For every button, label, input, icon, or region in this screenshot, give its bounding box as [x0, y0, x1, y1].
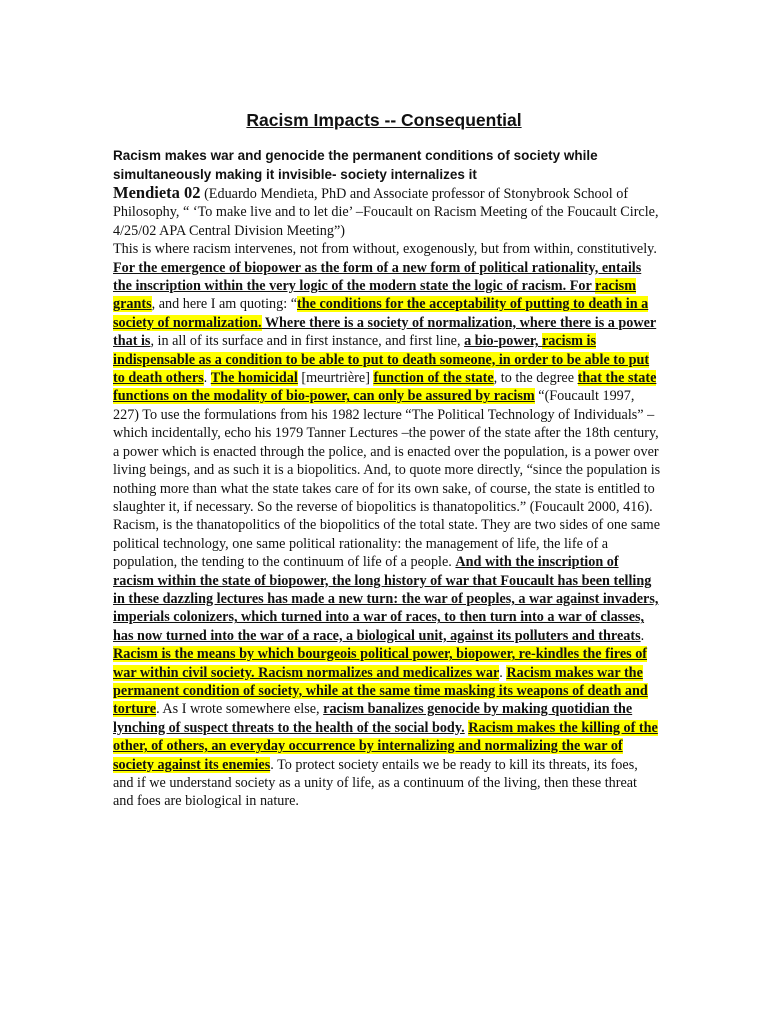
page-title: Racism Impacts -- Consequential: [246, 110, 522, 130]
text-segment: , in all of its surface and in first instance, and first line,: [150, 333, 465, 350]
underlined-text-segment: a bio-power,: [464, 333, 542, 350]
highlighted-text-segment: racism is indispensable as a condition to be able to put to death someone, in order to be able to put to death others: [113, 333, 650, 387]
highlighted-text-segment: Racism makes war the permanent condition of society, while at the same time masking its weapons of death and torture: [113, 664, 648, 718]
highlighted-text-segment: that the state functions on the modality of bio-power, can only be assured by racism: [113, 370, 657, 405]
highlighted-text-segment: Racism makes the killing of the other, of others, an everyday occurrence by internalizing and normalizing the war of society against its enemies: [113, 719, 658, 773]
text-segment: . To protect society entails we be ready to kill its threats, its foes, and if we understand society as a unity of life, as a continuum of the living, then these threat and foes are biological in nature.: [113, 756, 638, 810]
highlighted-text-segment: Racism is the means by which bourgeois political power, biopower, re-kindles the fires of war within civil society. Racism normalizes and medicalizes war: [113, 646, 648, 681]
citation: [113, 184, 661, 240]
text-segment: , and here I am quoting: “: [151, 296, 297, 313]
highlighted-text-segment: the conditions for the acceptability of putting to death in a society of normalization.: [113, 296, 649, 331]
text-segment: .: [640, 627, 645, 644]
underlined-text-segment: For the emergence of biopower as the form of a new form of political rationality, entails the inscription within the very logic of the modern state the logic of racism. For: [113, 259, 642, 295]
text-segment: , to the degree: [493, 370, 578, 387]
evidence-card: [113, 184, 661, 811]
citation-author: Mendieta 02: [113, 183, 201, 202]
card-body: [113, 240, 661, 811]
highlighted-text-segment: racism grants: [113, 278, 637, 313]
text-segment: . As I wrote somewhere else,: [156, 701, 324, 718]
text-segment: [meurtrière]: [297, 370, 374, 387]
text-segment: .: [203, 370, 211, 387]
underlined-text-segment: And with the inscription of racism within the state of biopower, the long history of war that Foucault has been telling in these dazzling lectures has made a new turn: the war of peoples, a war against invaders, imperials colonizers, which turned into a war of races, to then turn into a war of classes, has now turned into the war of a race, a biological unit, against its polluters and threats: [113, 554, 659, 644]
card-tag: Racism makes war and genocide the permanent conditions of society while simultaneously making it invisible- society internalizes it: [113, 148, 598, 182]
highlighted-text-segment: The homicidal: [210, 370, 298, 387]
underlined-text-segment: Where there is a society of normalization, where there is a power that is: [113, 314, 657, 350]
citation-details: (Eduardo Mendieta, PhD and Associate professor of Stonybrook School of Philosophy, “ ‘To make live and to let die’ –Foucault on Racism Meeting of the Foucault Circle, 4/25/02 APA Central Division Meeting”): [113, 186, 659, 239]
text-segment: “(Foucault 1997, 227) To use the formulations from his 1982 lecture “The Political Technology of Individuals” –which incidentally, echo his 1979 Tanner Lectures –the power of the state after the 18th century, a power which is enacted through the police, and is enacted over the population, is a power over living beings, and as such it is a biopolitics. And, to quote more directly, “since the population is nothing more than what the state takes care of for its own sake, of course, the state is entitled to slaughter it, if necessary. So the reverse of biopolitics is thanatopolitics.” (Foucault 2000, 416). Racism, is the thanatopolitics of the biopolitics of the total state. They are two sides of one same political technology, one same political rationality: the management of life, the life of a population, the tending to the continuum of life of a people.: [113, 388, 661, 571]
underlined-text-segment: racism banalizes genocide by making quotidian the lynching of suspect threats to the health of the social body.: [113, 701, 633, 736]
text-segment: This is where racism intervenes, not from without, exogenously, but from within, constitutively.: [113, 241, 657, 258]
text-segment: .: [499, 664, 507, 681]
highlighted-text-segment: function of the state: [373, 370, 494, 387]
